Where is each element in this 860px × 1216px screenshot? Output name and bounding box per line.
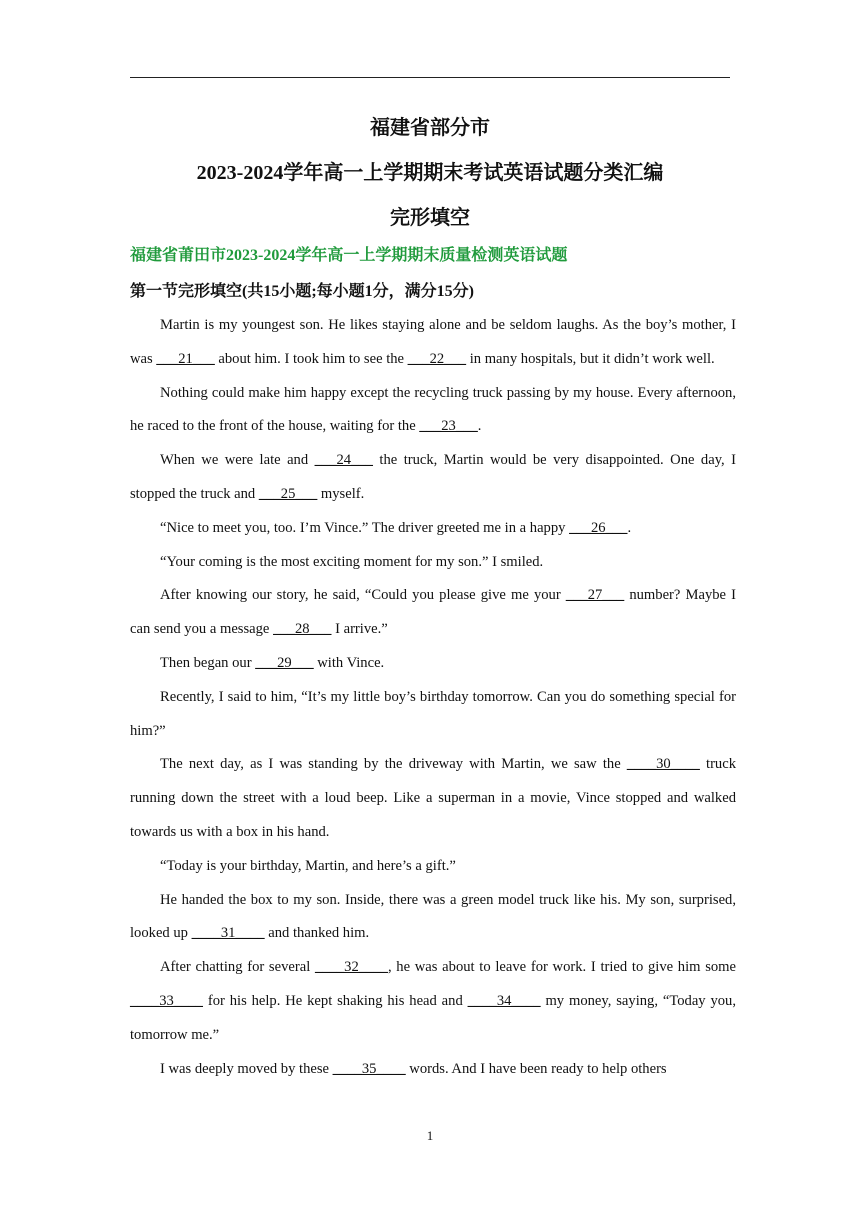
document-title-line-1: 福建省部分市 <box>370 117 490 139</box>
text-run: words. And I have been ready to help others <box>405 1060 667 1077</box>
text-run: for his help. He kept shaking his head and <box>202 992 468 1009</box>
exam-source-heading: 福建省莆田市2023-2024学年高一上学期期末质量检测英语试题 <box>130 247 568 264</box>
text-run: After chatting for several <box>160 959 315 976</box>
text-run: When we were late and <box>160 452 315 469</box>
text-run: I arrive.” <box>331 621 388 638</box>
paragraph <box>130 884 736 952</box>
blank-32: ____32____ <box>314 959 388 976</box>
text-run: “Your coming is the most exciting moment for my son.” I smiled. <box>160 553 544 570</box>
blank-21: ___21___ <box>156 350 215 367</box>
text-run: After knowing our story, he said, “Could you please give me your <box>160 587 566 604</box>
blank-30: ____30____ <box>626 756 700 773</box>
paragraph <box>130 377 736 445</box>
blank-28: ___28___ <box>273 621 332 638</box>
text-run: and thanked him. <box>264 925 370 942</box>
text-run: myself. <box>317 485 365 502</box>
paragraph <box>130 579 736 647</box>
blank-33: ____33____ <box>130 992 203 1009</box>
document-title-line-2: 2023-2024学年高一上学期期末考试英语试题分类汇编 <box>196 162 664 184</box>
text-run: the truck, Martin would be very disappointed. One day, I stopped the truck and <box>130 452 736 502</box>
blank-29: ___29___ <box>255 654 314 671</box>
paragraph <box>130 512 736 546</box>
paragraph <box>130 444 736 512</box>
text-run: number? Maybe I can send you a message <box>130 587 737 638</box>
text-run: . <box>627 519 632 536</box>
text-run: about him. I took him to see the <box>214 350 408 367</box>
paragraph <box>130 850 736 884</box>
paragraph <box>130 1053 736 1087</box>
text-run: I was deeply moved by these <box>160 1060 333 1077</box>
blank-31: ____31____ <box>191 925 265 942</box>
paragraph <box>130 647 736 681</box>
text-run: “Today is your birthday, Martin, and here’s a gift.” <box>160 857 456 874</box>
text-run: Recently, I said to him, “It’s my little boy’s birthday tomorrow. Can you do something special for him?” <box>130 688 736 739</box>
text-run: He handed the box to my son. Inside, there was a green model truck like his. My son, surprised, looked up <box>130 891 736 942</box>
paragraph <box>130 748 736 849</box>
text-run: with Vince. <box>313 654 385 671</box>
blank-24: ___24___ <box>314 452 373 469</box>
text-run: , he was about to leave for work. I tried to give him some <box>387 959 737 976</box>
blank-26: ___26___ <box>569 519 628 536</box>
paragraph <box>130 951 736 1052</box>
text-run: Martin is my youngest son. He likes staying alone and be seldom laughs. As the boy’s mother, I was <box>130 317 736 367</box>
page-number: 1 <box>426 1128 434 1143</box>
text-run: Then began our <box>160 654 256 671</box>
text-run: truck running down the street with a loud beep. Like a superman in a movie, Vince stopped and walked towards us with a box in his hand. <box>130 756 736 840</box>
passage <box>130 309 736 1086</box>
blank-23: ___23___ <box>419 418 478 435</box>
paragraph <box>130 681 736 749</box>
blank-35: ____35____ <box>332 1060 406 1077</box>
text-run: The next day, as I was standing by the driveway with Martin, we saw the <box>160 756 627 773</box>
paragraph <box>130 309 736 377</box>
text-run: my money, saying, “Today you, tomorrow me.” <box>130 992 737 1043</box>
blank-34: ____34____ <box>467 992 541 1009</box>
text-run: . <box>477 418 482 435</box>
paragraph <box>130 546 736 580</box>
header-rule <box>130 77 730 78</box>
text-run: Nothing could make him happy except the recycling truck passing by my house. Every afternoon, he raced to the front of the house, waiting for the <box>130 384 736 435</box>
document-title-line-3: 完形填空 <box>390 207 470 229</box>
text-run: “Nice to meet you, too. I’m Vince.” The driver greeted me in a happy <box>160 519 570 536</box>
text-run: in many hospitals, but it didn’t work well. <box>466 350 715 367</box>
section-heading: 第一节完形填空(共15小题;每小题1分，满分15分) <box>130 283 474 300</box>
blank-25: ___25___ <box>258 485 318 502</box>
blank-22: ___22___ <box>407 350 467 367</box>
blank-27: ___27___ <box>565 587 625 604</box>
